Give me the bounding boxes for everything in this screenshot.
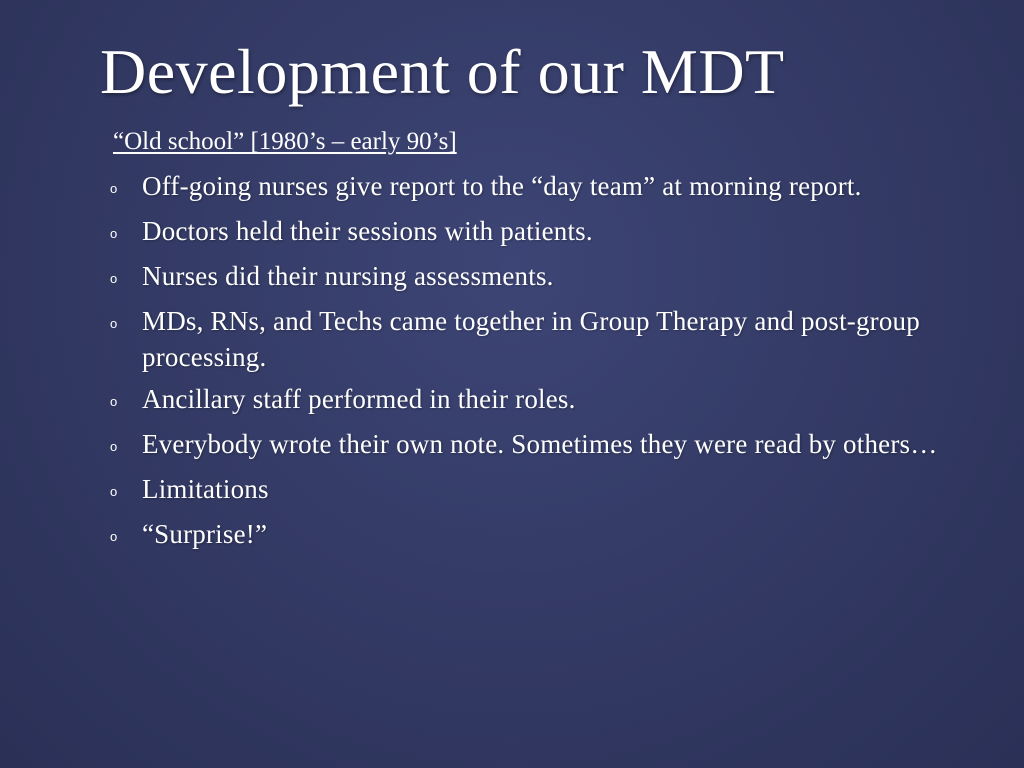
bullet-marker-icon: o	[110, 181, 118, 196]
bullet-text: Everybody wrote their own note. Sometimes they were read by others…	[142, 429, 938, 459]
bullet-list	[110, 168, 940, 561]
bullet-text: “Surprise!”	[142, 519, 268, 549]
bullet-item	[110, 213, 940, 252]
bullet-text: MDs, RNs, and Techs came together in Group Therapy and post-group processing.	[142, 306, 920, 372]
slide-title: Development of our MDT	[100, 36, 785, 107]
bullet-item	[110, 471, 940, 510]
bullet-marker-icon: o	[110, 226, 118, 241]
bullet-item	[110, 516, 940, 555]
bullet-text: Ancillary staff performed in their roles.	[142, 384, 576, 414]
bullet-item	[110, 168, 940, 207]
bullet-marker-icon: o	[110, 439, 118, 454]
bullet-text: Off-going nurses give report to the “day team” at morning report.	[142, 171, 862, 201]
bullet-marker-icon: o	[110, 484, 118, 499]
bullet-marker-icon: o	[110, 394, 118, 409]
slide-subtitle: “Old school” [1980’s – early 90’s]	[113, 128, 457, 155]
bullet-marker-icon: o	[110, 271, 118, 286]
bullet-item	[110, 303, 940, 375]
bullet-text: Limitations	[142, 474, 269, 504]
bullet-text: Doctors held their sessions with patients.	[142, 216, 593, 246]
bullet-item	[110, 258, 940, 297]
bullet-text: Nurses did their nursing assessments.	[142, 261, 554, 291]
bullet-item	[110, 426, 940, 465]
bullet-item	[110, 381, 940, 420]
bullet-marker-icon: o	[110, 529, 118, 544]
bullet-marker-icon: o	[110, 316, 118, 331]
